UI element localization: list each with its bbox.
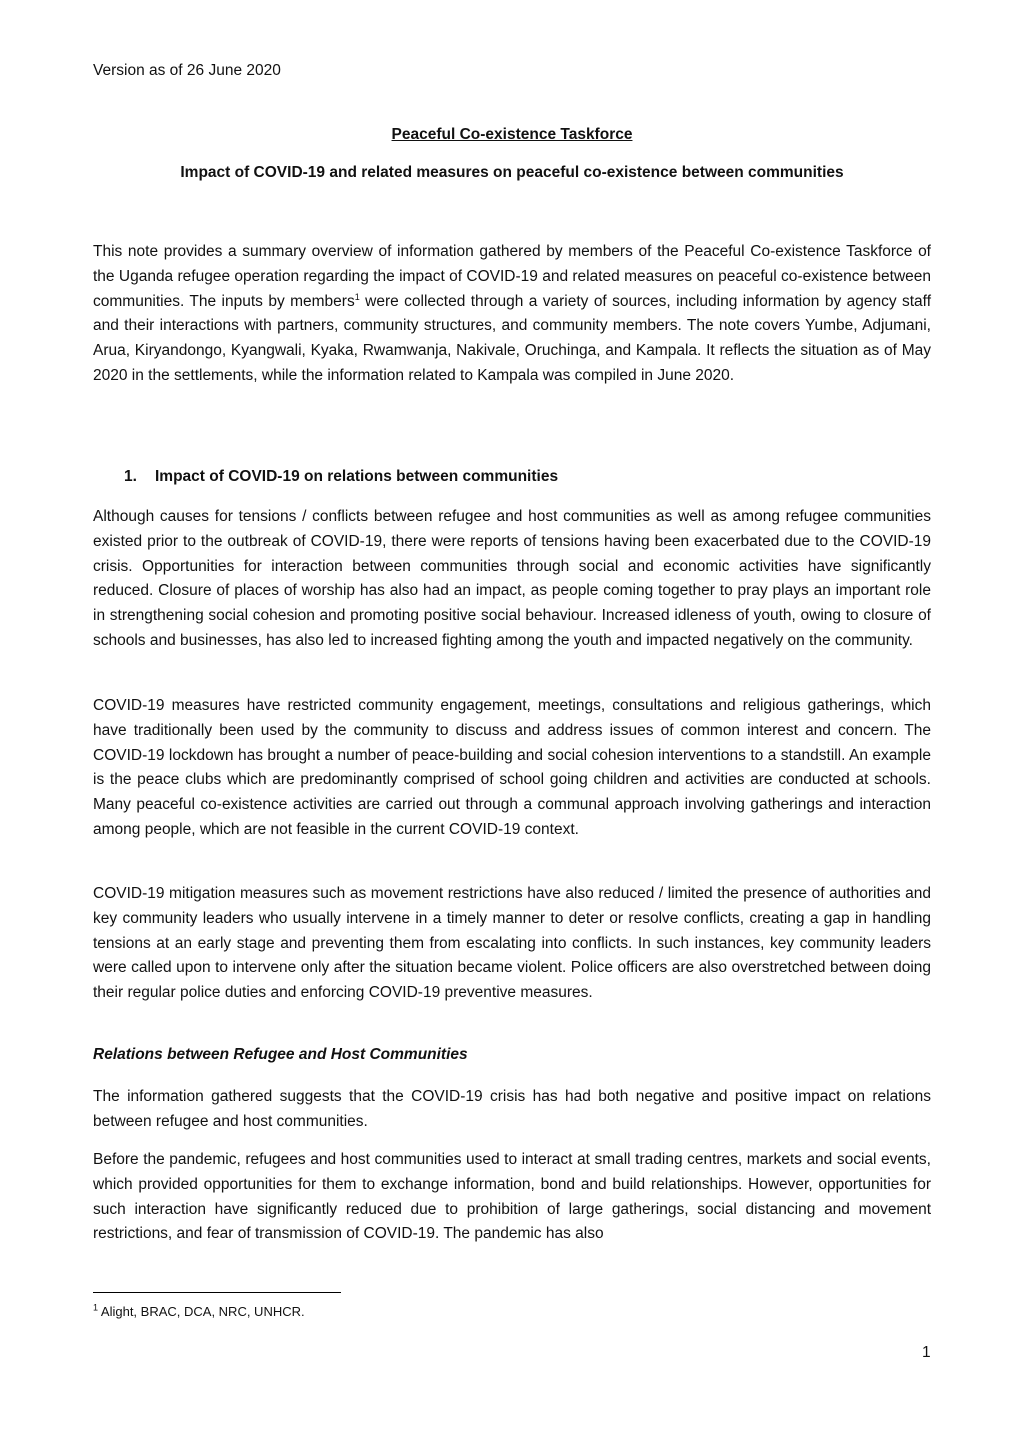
intro-paragraph bbox=[93, 240, 931, 389]
body-paragraph: COVID-19 measures have restricted community engagement, meetings, consultations and religious gatherings, which have traditionally been used by the community to discuss and address issues of common interest and concern. The COVID-19 lockdown has brought a number of peace-building and social cohesion interventions to a standstill. An example is the peace clubs which are predominantly comprised of school going children and activities are conducted at schools. Many peaceful co-existence activities are carried out through a communal approach involving gatherings and interaction among people, which are not feasible in the current COVID-19 context. bbox=[93, 697, 931, 838]
footnote-separator bbox=[93, 1292, 341, 1293]
footnote-reference[interactable]: 1 bbox=[354, 291, 360, 302]
section-number: 1. bbox=[124, 468, 137, 485]
intro-text-part2: were collected through a variety of sources, including information by agency staff and their interactions with partners, community structures, and community members. The note covers Yumbe, Adjumani, Arua, Kiryandongo, Kyangwali, Kyaka, Rwamwanja, Nakivale, Oruchinga, and Kampala. It reflects the situation as of May 2020 in the settlements, while the information related to Kampala was compiled in June 2020. bbox=[93, 292, 932, 384]
body-paragraph: The information gathered suggests that the COVID-19 crisis has had both negative and positive impact on relations between refugee and host communities. bbox=[93, 1088, 931, 1130]
page-number: 1 bbox=[922, 1344, 931, 1361]
body-paragraph: Although causes for tensions / conflicts between refugee and host communities as well as among refugee communities existed prior to the outbreak of COVID-19, there were reports of tensions having been exacerbated due to the COVID-19 crisis. Opportunities for interaction between communities through social and economic activities have significantly reduced. Closure of places of worship has also had an impact, as people coming together to pray plays an important role in strengthening social cohesion and promoting positive social behaviour. Increased idleness of youth, owing to closure of schools and businesses, has also led to increased fighting among the youth and impacted negatively on the community. bbox=[93, 508, 931, 649]
version-note: Version as of 26 June 2020 bbox=[93, 62, 281, 79]
document-subtitle: Impact of COVID-19 and related measures on peaceful co-existence between communities bbox=[180, 164, 844, 181]
body-paragraph: Before the pandemic, refugees and host communities used to interact at small trading centres, markets and social events, which provided opportunities for them to exchange information, bond and build relationships. However, opportunities for such interaction have significantly reduced due to prohibition of large gatherings, social distancing and movement restrictions, and fear of transmission of COVID-19. The pandemic has also bbox=[93, 1151, 931, 1243]
footnote-marker: 1 bbox=[93, 1302, 99, 1313]
intro-text-part1: This note provides a summary overview of information gathered by members of the Peaceful Co-existence Taskforce of the Uganda refugee operation regarding the impact of COVID-19 and related measures on peaceful co-existence between communities. The inputs by members bbox=[93, 243, 931, 310]
subsection-heading: Relations between Refugee and Host Communities bbox=[93, 1046, 468, 1063]
body-paragraph: COVID-19 mitigation measures such as movement restrictions have also reduced / limited the presence of authorities and key community leaders who usually intervene in a timely manner to deter or resolve conflicts, creating a gap in handling tensions at an early stage and preventing them from escalating into conflicts. In such instances, key community leaders were called upon to intervene only after the situation became violent. Police officers are also overstretched between doing their regular police duties and enforcing COVID-19 preventive measures. bbox=[93, 885, 931, 1002]
footnote bbox=[93, 1304, 305, 1319]
section-heading bbox=[124, 468, 558, 486]
section-heading-text: Impact of COVID-19 on relations between communities bbox=[155, 468, 559, 485]
document-title: Peaceful Co-existence Taskforce bbox=[391, 126, 633, 143]
footnote-text: Alight, BRAC, DCA, NRC, UNHCR. bbox=[98, 1304, 305, 1319]
